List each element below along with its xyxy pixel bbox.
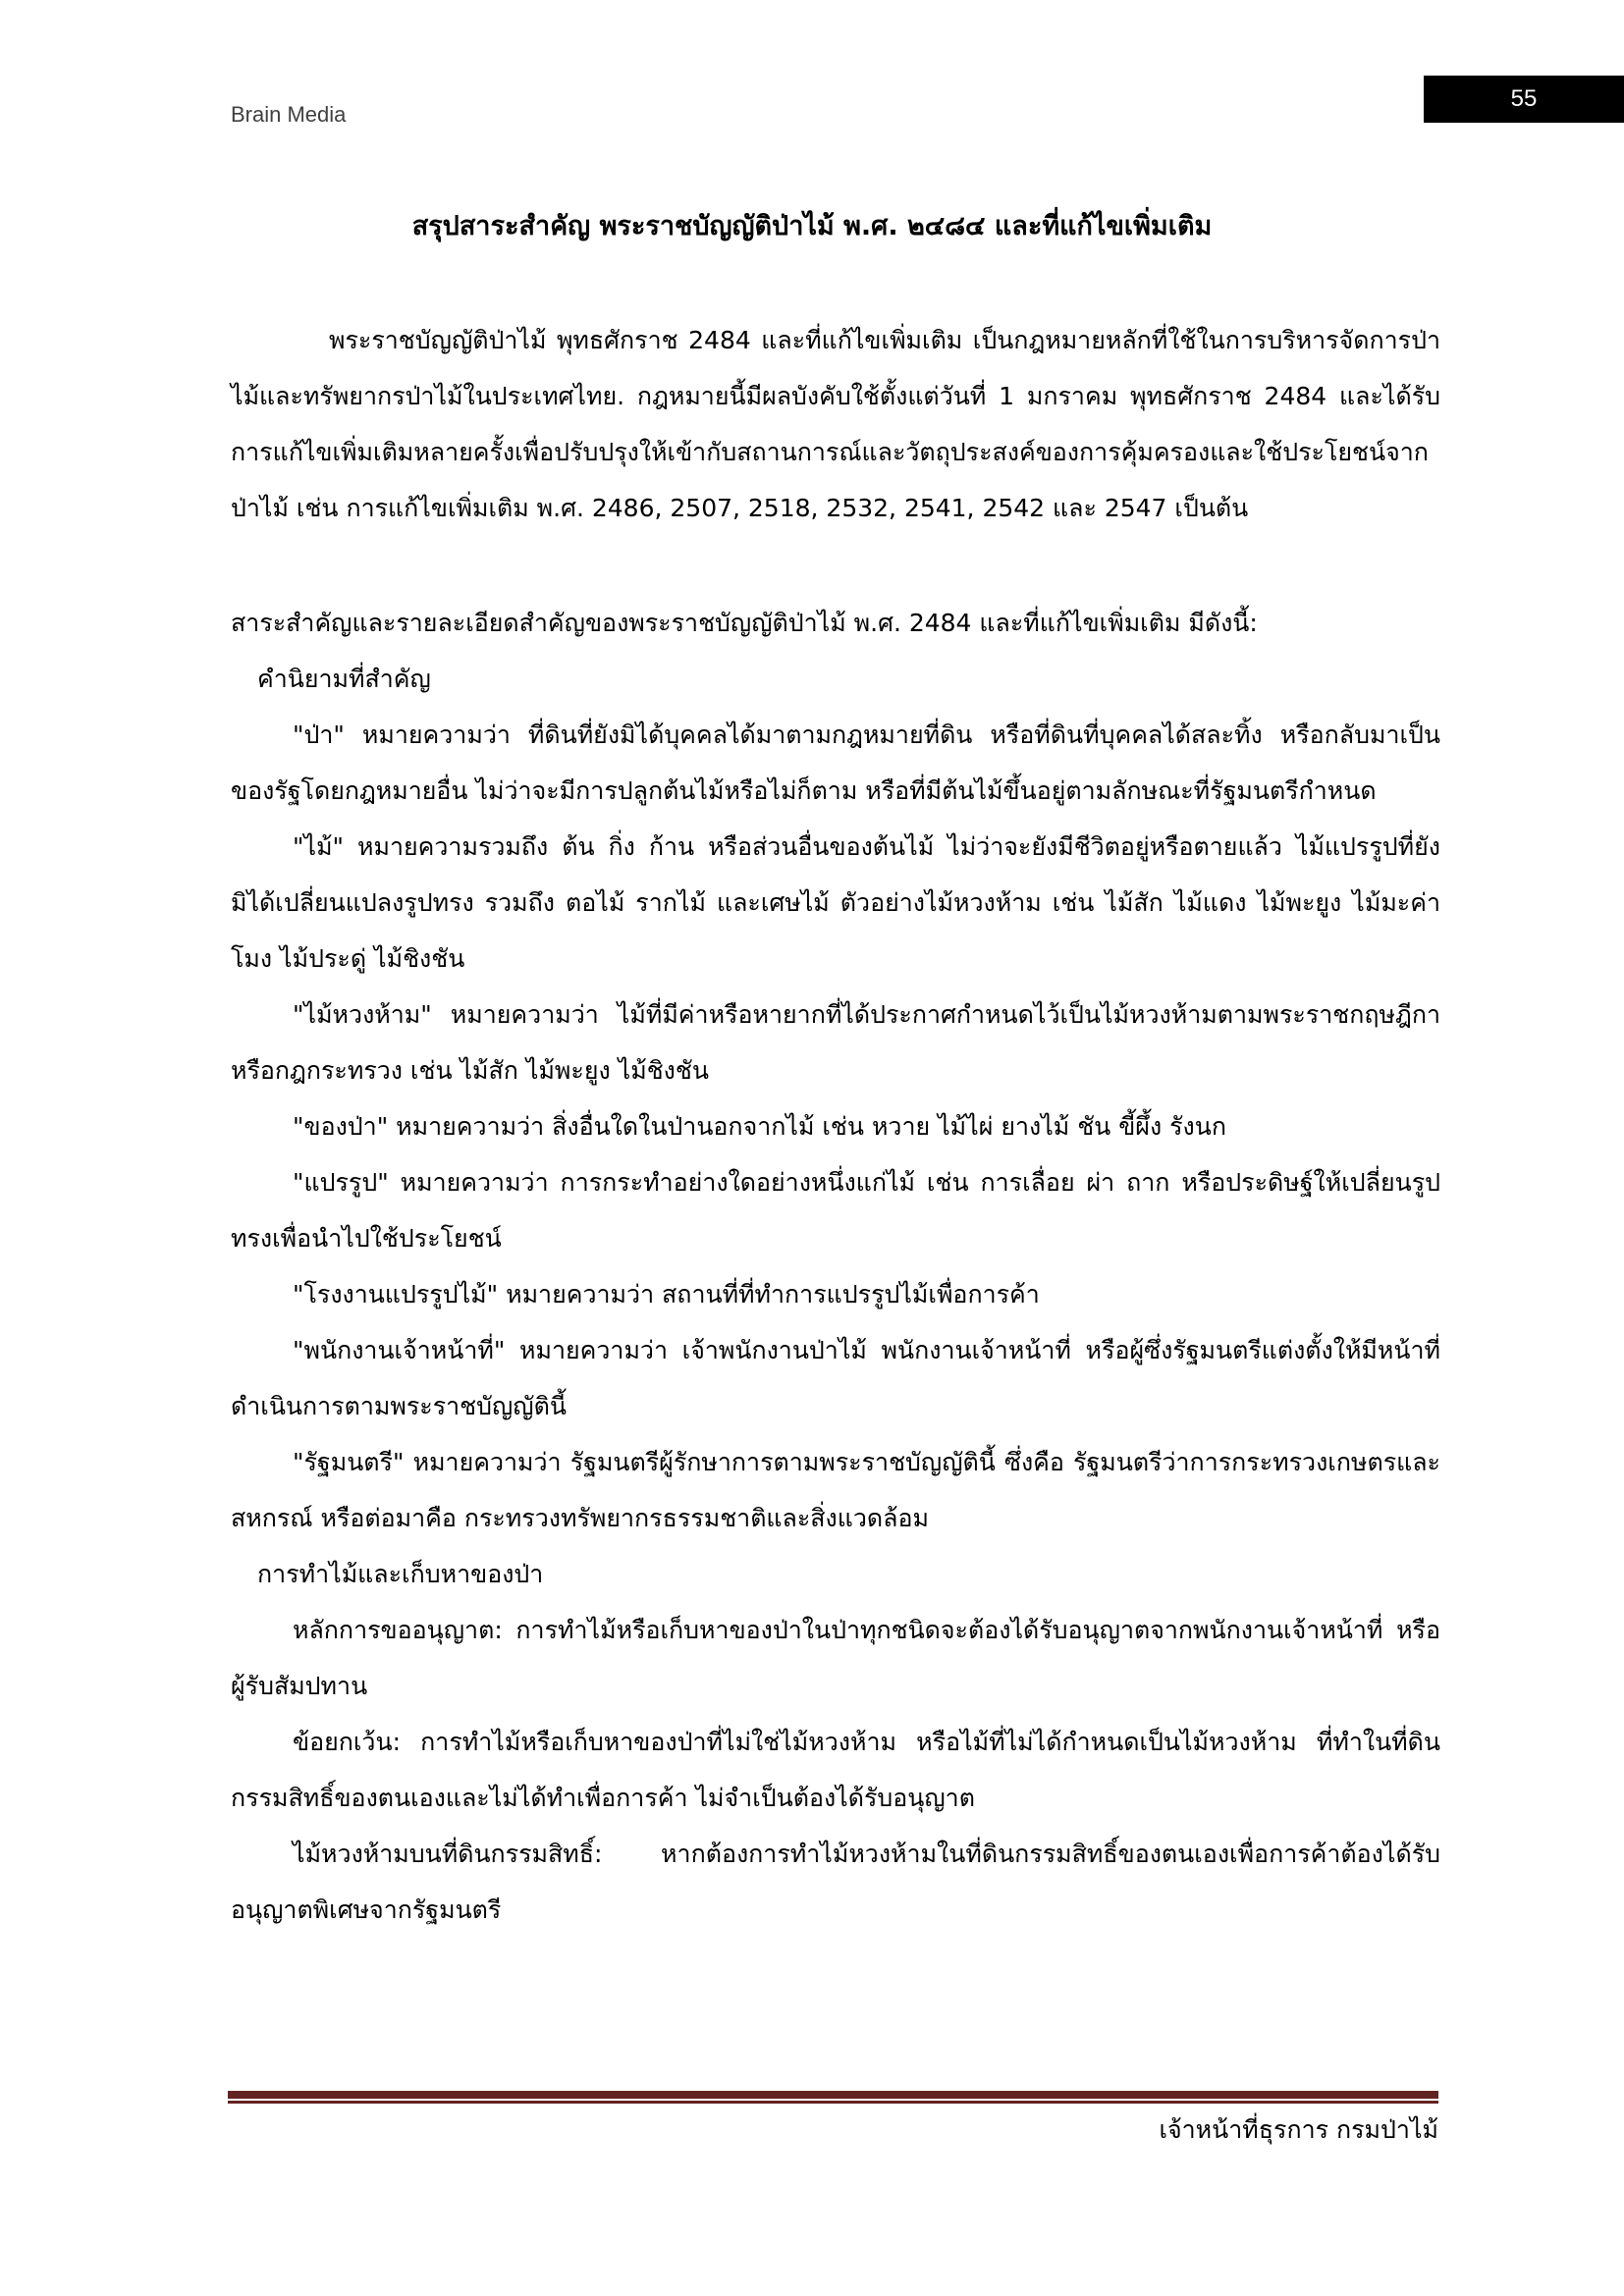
- section-logging: [231, 1546, 1440, 1938]
- definition-item: "ของป่า" หมายความว่า สิ่งอื่นใดในป่านอกจากไม้ เช่น หวาย ไม้ไผ่ ยางไม้ ชัน ขี้ผึ้ง รังนก: [293, 1112, 1226, 1141]
- definition-item: "พนักงานเจ้าหน้าที่" หมายความว่า เจ้าพนักงานป่าไม้ พนักงานเจ้าหน้าที่ หรือผู้ซึ่งรัฐมนตรีแต่งตั้งให้มีหน้าที่ดำเนินการตามพระราชบัญญัตินี้: [231, 1336, 1440, 1420]
- document-title: สรุปสาระสำคัญ พระราชบัญญัติป่าไม้ พ.ศ. ๒๔๘๔ และที่แก้ไขเพิ่มเติม: [411, 211, 1213, 241]
- section-heading: คำนิยามที่สำคัญ: [257, 665, 431, 693]
- definition-item: "รัฐมนตรี" หมายความว่า รัฐมนตรีผู้รักษาการตามพระราชบัญญัตินี้ ซึ่งคือ รัฐมนตรีว่าการกระทรวงเกษตรและสหกรณ์ หรือต่อมาคือ กระทรวงทรัพยากรธรรมชาติและสิ่งแวดล้อม: [231, 1448, 1440, 1532]
- intro-paragraph: พระราชบัญญัติป่าไม้ พุทธศักราช 2484 และที่แก้ไขเพิ่มเติม เป็นกฎหมายหลักที่ใช้ในการบริหารจัดการป่าไม้และทรัพยากรป่าไม้ในประเทศไทย. กฎหมายนี้มีผลบังคับใช้ตั้งแต่วันที่ 1 มกราคม พุทธศักราช 2484 และได้รับการแก้ไขเพิ่มเติมหลายครั้งเพื่อปรับปรุงให้เข้ากับสถานการณ์และวัตถุประสงค์ของการคุ้มครองและใช้ประโยชน์จากป่าไม้ เช่น การแก้ไขเพิ่มเติม พ.ศ. 2486, 2507, 2518, 2532, 2541, 2542 และ 2547 เป็นต้น: [231, 326, 1440, 522]
- page-number-badge: [1424, 76, 1624, 123]
- definition-item: "แปรรูป" หมายความว่า การกระทำอย่างใดอย่างหนึ่งแก่ไม้ เช่น การเลื่อย ผ่า ถาก หรือประดิษฐ์ให้เปลี่ยนรูปทรงเพื่อนำไปใช้ประโยชน์: [231, 1168, 1440, 1253]
- footer-divider-thin: [228, 2101, 1438, 2104]
- section-heading: การทำไม้และเก็บหาของป่า: [257, 1560, 544, 1588]
- summary-intro: สาระสำคัญและรายละเอียดสำคัญของพระราชบัญญัติป่าไม้ พ.ศ. 2484 และที่แก้ไขเพิ่มเติม มีดังนี้:: [231, 609, 1258, 637]
- document-body: [231, 312, 1440, 1938]
- footer-text: เจ้าหน้าที่ธุรการ กรมป่าไม้: [1159, 2115, 1438, 2144]
- footer-divider-thick: [228, 2091, 1438, 2099]
- rule-item: ไม้หวงห้ามบนที่ดินกรรมสิทธิ์: หากต้องการทำไม้หวงห้ามในที่ดินกรรมสิทธิ์ของตนเองเพื่อการค้าต้องได้รับอนุญาตพิเศษจากรัฐมนตรี: [231, 1840, 1440, 1924]
- definition-item: "ไม้" หมายความรวมถึง ต้น กิ่ง ก้าน หรือส่วนอื่นของต้นไม้ ไม่ว่าจะยังมีชีวิตอยู่หรือตายแล้ว ไม้แปรรูปที่ยังมิได้เปลี่ยนแปลงรูปทรง รวมถึง ตอไม้ รากไม้ และเศษไม้ ตัวอย่างไม้หวงห้าม เช่น ไม้สัก ไม้แดง ไม้พะยูง ไม้มะค่าโมง ไม้ประดู่ ไม้ชิงชัน: [231, 832, 1440, 973]
- header-label: Brain Media: [231, 102, 347, 127]
- section-definitions: [231, 651, 1440, 1546]
- rule-item: หลักการขออนุญาต: การทำไม้หรือเก็บหาของป่าในป่าทุกชนิดจะต้องได้รับอนุญาตจากพนักงานเจ้าหน้าที่ หรือผู้รับสัมปทาน: [231, 1616, 1440, 1700]
- definition-item: "ป่า" หมายความว่า ที่ดินที่ยังมิได้บุคคลได้มาตามกฎหมายที่ดิน หรือที่ดินที่บุคคลได้สละทิ้ง หรือกลับมาเป็นของรัฐโดยกฎหมายอื่น ไม่ว่าจะมีการปลูกต้นไม้หรือไม่ก็ตาม หรือที่มีต้นไม้ขึ้นอยู่ตามลักษณะที่รัฐมนตรีกำหนด: [231, 721, 1440, 805]
- footer-divider: [228, 2091, 1438, 2104]
- page-number: 55: [1510, 85, 1538, 112]
- rule-item: ข้อยกเว้น: การทำไม้หรือเก็บหาของป่าที่ไม่ใช่ไม้หวงห้าม หรือไม้ที่ไม่ได้กำหนดเป็นไม้หวงห้าม ที่ทำในที่ดินกรรมสิทธิ์ของตนเองและไม่ได้ทำเพื่อการค้า ไม่จำเป็นต้องได้รับอนุญาต: [231, 1728, 1440, 1812]
- definition-item: "โรงงานแปรรูปไม้" หมายความว่า สถานที่ที่ทำการแปรรูปไม้เพื่อการค้า: [293, 1280, 1040, 1308]
- definition-item: "ไม้หวงห้าม" หมายความว่า ไม้ที่มีค่าหรือหายากที่ได้ประกาศกำหนดไว้เป็นไม้หวงห้ามตามพระราชกฤษฎีกาหรือกฎกระทรวง เช่น ไม้สัก ไม้พะยูง ไม้ชิงชัน: [231, 1000, 1440, 1085]
